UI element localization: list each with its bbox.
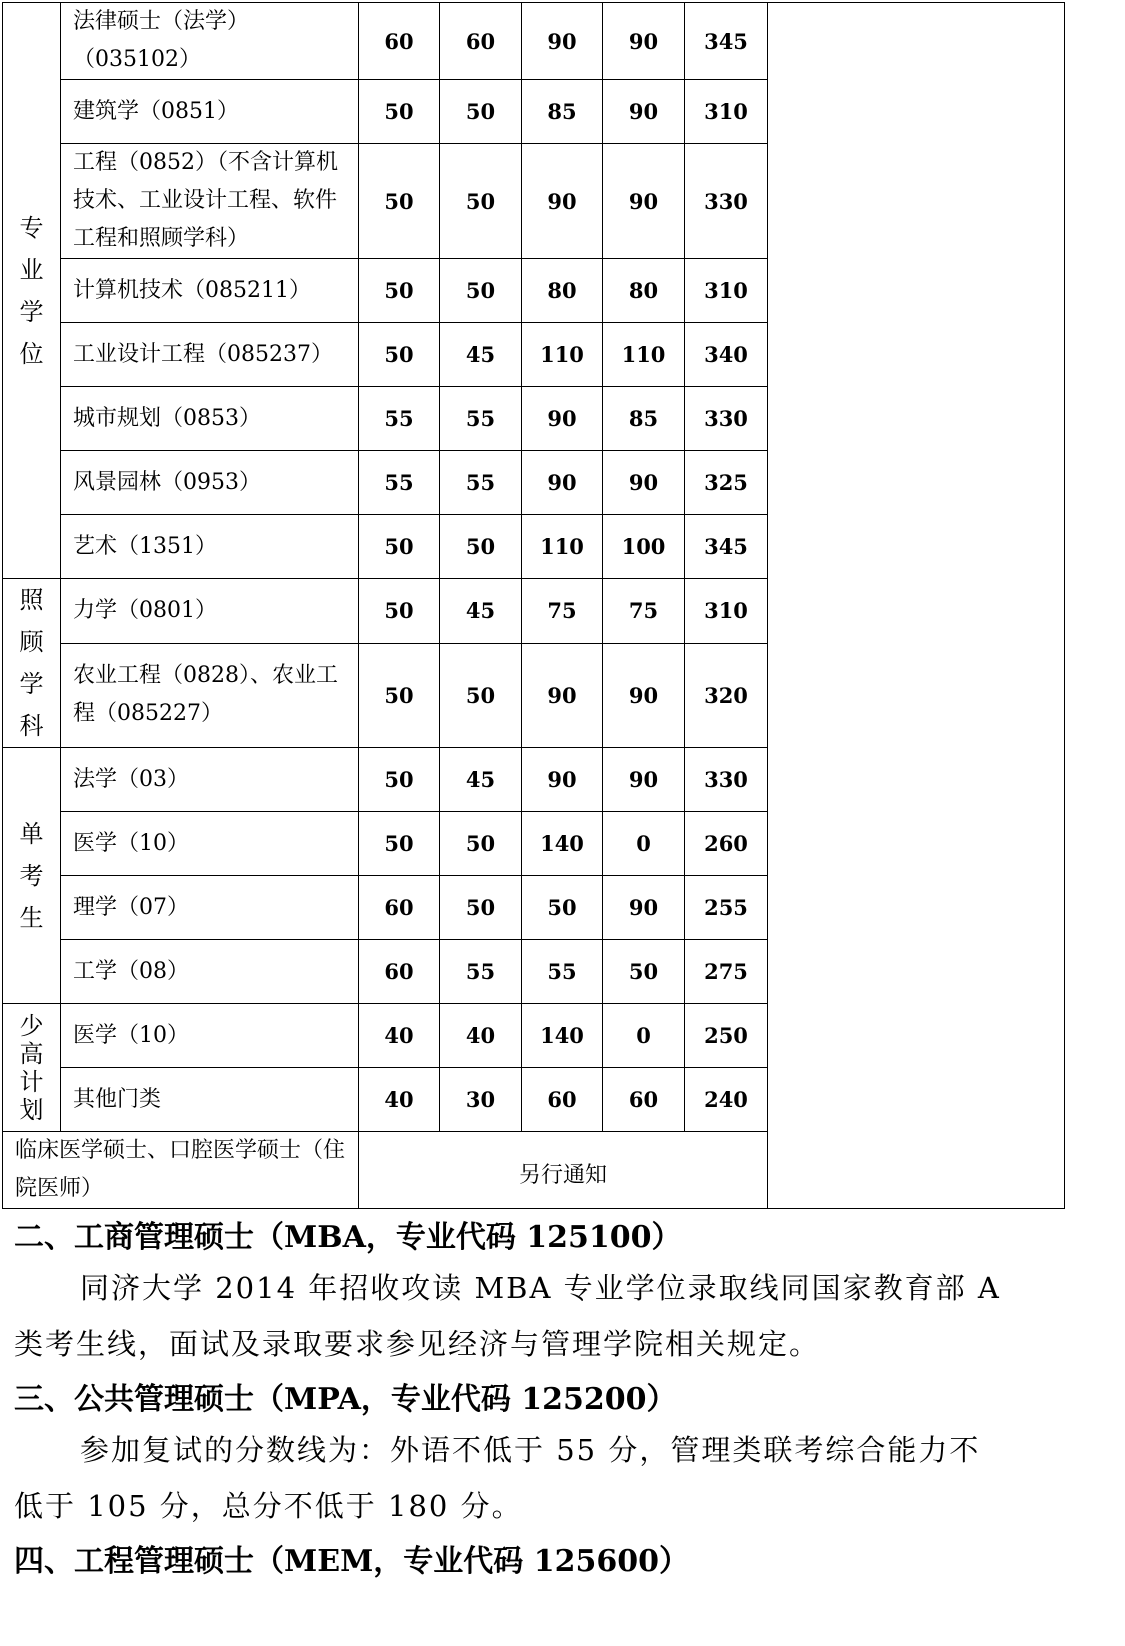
subject-cell: 工学（08） bbox=[61, 940, 359, 1004]
score-cell: 50 bbox=[440, 643, 522, 747]
subject-cell: 计算机技术（085211） bbox=[61, 259, 359, 323]
mpa-section-title: 三、公共管理硕士（MPA，专业代码 125200） bbox=[14, 1382, 677, 1417]
group-label-text: 专业学位 bbox=[19, 213, 44, 368]
subject-cell: 城市规划（0853） bbox=[61, 387, 359, 451]
score-cell: 55 bbox=[359, 451, 440, 515]
score-cell: 100 bbox=[603, 515, 685, 579]
score-cell: 90 bbox=[522, 3, 603, 80]
score-cell: 345 bbox=[685, 515, 768, 579]
group-label-text: 单考生 bbox=[19, 819, 44, 932]
blank-column bbox=[768, 3, 1065, 1209]
score-cell: 55 bbox=[440, 387, 522, 451]
score-cell: 110 bbox=[522, 323, 603, 387]
mba-section-title: 二、工商管理硕士（MBA，专业代码 125100） bbox=[14, 1220, 682, 1255]
score-cell: 80 bbox=[603, 259, 685, 323]
subject-cell: 工程（0852）（不含计算机技术、工业设计工程、软件工程和照顾学科） bbox=[61, 144, 359, 259]
score-cell: 75 bbox=[522, 579, 603, 644]
score-cell: 50 bbox=[359, 515, 440, 579]
score-cell: 50 bbox=[440, 144, 522, 259]
score-cell: 0 bbox=[603, 812, 685, 876]
subject-cell: 法学（03） bbox=[61, 748, 359, 812]
score-cell: 260 bbox=[685, 812, 768, 876]
score-cell: 345 bbox=[685, 3, 768, 80]
mpa-paragraph-line2: 低于 105 分，总分不低于 180 分。 bbox=[14, 1489, 523, 1523]
score-cell: 50 bbox=[359, 80, 440, 144]
score-cell: 55 bbox=[440, 451, 522, 515]
score-cell: 90 bbox=[603, 876, 685, 940]
score-cell: 55 bbox=[440, 940, 522, 1004]
score-cell: 50 bbox=[359, 144, 440, 259]
subject-cell: 医学（10） bbox=[61, 812, 359, 876]
score-cell: 50 bbox=[359, 748, 440, 812]
score-cell: 90 bbox=[522, 387, 603, 451]
score-cell: 90 bbox=[603, 451, 685, 515]
score-cell: 50 bbox=[440, 876, 522, 940]
score-cell: 90 bbox=[603, 643, 685, 747]
score-cell: 50 bbox=[359, 579, 440, 644]
score-cell: 50 bbox=[440, 80, 522, 144]
score-cell: 55 bbox=[522, 940, 603, 1004]
score-cell: 30 bbox=[440, 1068, 522, 1132]
score-cell: 55 bbox=[359, 387, 440, 451]
score-cell: 45 bbox=[440, 579, 522, 644]
score-cell: 50 bbox=[603, 940, 685, 1004]
score-cell: 50 bbox=[359, 259, 440, 323]
score-cell: 40 bbox=[359, 1068, 440, 1132]
score-cell: 40 bbox=[359, 1004, 440, 1068]
score-cell: 50 bbox=[440, 259, 522, 323]
group-label-text: 照顾学科 bbox=[19, 586, 44, 740]
score-cell: 275 bbox=[685, 940, 768, 1004]
score-cell: 85 bbox=[522, 80, 603, 144]
score-cell: 50 bbox=[440, 515, 522, 579]
score-cell: 60 bbox=[359, 940, 440, 1004]
score-cell: 60 bbox=[359, 876, 440, 940]
score-cell: 90 bbox=[603, 144, 685, 259]
group-label-care bbox=[3, 579, 61, 748]
subject-cell: 法律硕士（法学）（035102） bbox=[61, 3, 359, 80]
subject-cell: 艺术（1351） bbox=[61, 515, 359, 579]
clinical-value: 另行通知 bbox=[359, 1132, 768, 1209]
score-cell: 60 bbox=[522, 1068, 603, 1132]
score-cell: 50 bbox=[440, 812, 522, 876]
score-cell: 0 bbox=[603, 1004, 685, 1068]
score-cell: 60 bbox=[440, 3, 522, 80]
score-cell: 110 bbox=[603, 323, 685, 387]
score-cell: 50 bbox=[359, 643, 440, 747]
score-cell: 90 bbox=[522, 144, 603, 259]
score-cell: 325 bbox=[685, 451, 768, 515]
score-cell: 85 bbox=[603, 387, 685, 451]
group-label-text: 少高计划 bbox=[19, 1011, 44, 1124]
score-cell: 60 bbox=[359, 3, 440, 80]
score-cell: 250 bbox=[685, 1004, 768, 1068]
score-cell: 340 bbox=[685, 323, 768, 387]
mba-paragraph-line2: 类考生线，面试及录取要求参见经济与管理学院相关规定。 bbox=[14, 1327, 821, 1361]
score-cell: 90 bbox=[603, 748, 685, 812]
group-label-professional bbox=[3, 3, 61, 579]
score-cell: 50 bbox=[359, 812, 440, 876]
subject-cell: 其他门类 bbox=[61, 1068, 359, 1132]
table-row bbox=[3, 3, 1065, 80]
subject-cell: 建筑学（0851） bbox=[61, 80, 359, 144]
score-cell: 310 bbox=[685, 80, 768, 144]
score-cell: 90 bbox=[603, 3, 685, 80]
score-cell: 140 bbox=[522, 812, 603, 876]
score-cell: 310 bbox=[685, 259, 768, 323]
score-cell: 255 bbox=[685, 876, 768, 940]
mba-paragraph-line1: 同济大学 2014 年招收攻读 MBA 专业学位录取线同国家教育部 A bbox=[80, 1271, 1001, 1305]
score-cell: 310 bbox=[685, 579, 768, 644]
score-cell: 90 bbox=[522, 643, 603, 747]
score-cell: 50 bbox=[522, 876, 603, 940]
score-cell: 330 bbox=[685, 387, 768, 451]
score-cell: 240 bbox=[685, 1068, 768, 1132]
score-cell: 80 bbox=[522, 259, 603, 323]
score-cell: 110 bbox=[522, 515, 603, 579]
score-cell: 330 bbox=[685, 144, 768, 259]
score-cell: 140 bbox=[522, 1004, 603, 1068]
score-cell: 60 bbox=[603, 1068, 685, 1132]
mem-section-title: 四、工程管理硕士（MEM，专业代码 125600） bbox=[14, 1544, 689, 1579]
score-cell: 90 bbox=[522, 748, 603, 812]
score-cell: 45 bbox=[440, 323, 522, 387]
mpa-paragraph-line1: 参加复试的分数线为：外语不低于 55 分，管理类联考综合能力不 bbox=[80, 1433, 981, 1467]
score-table bbox=[2, 2, 1065, 1209]
subject-cell: 农业工程（0828）、农业工程（085227） bbox=[61, 643, 359, 747]
subject-cell: 理学（07） bbox=[61, 876, 359, 940]
score-cell: 50 bbox=[359, 323, 440, 387]
score-cell: 45 bbox=[440, 748, 522, 812]
score-cell: 40 bbox=[440, 1004, 522, 1068]
subject-cell: 力学（0801） bbox=[61, 579, 359, 644]
score-cell: 75 bbox=[603, 579, 685, 644]
score-cell: 90 bbox=[603, 80, 685, 144]
group-label-minority bbox=[3, 1004, 61, 1132]
subject-cell: 工业设计工程（085237） bbox=[61, 323, 359, 387]
score-cell: 320 bbox=[685, 643, 768, 747]
group-label-single bbox=[3, 748, 61, 1004]
subject-cell: 风景园林（0953） bbox=[61, 451, 359, 515]
subject-cell: 医学（10） bbox=[61, 1004, 359, 1068]
clinical-label: 临床医学硕士、口腔医学硕士（住院医师） bbox=[3, 1132, 359, 1209]
score-cell: 330 bbox=[685, 748, 768, 812]
score-cell: 90 bbox=[522, 451, 603, 515]
